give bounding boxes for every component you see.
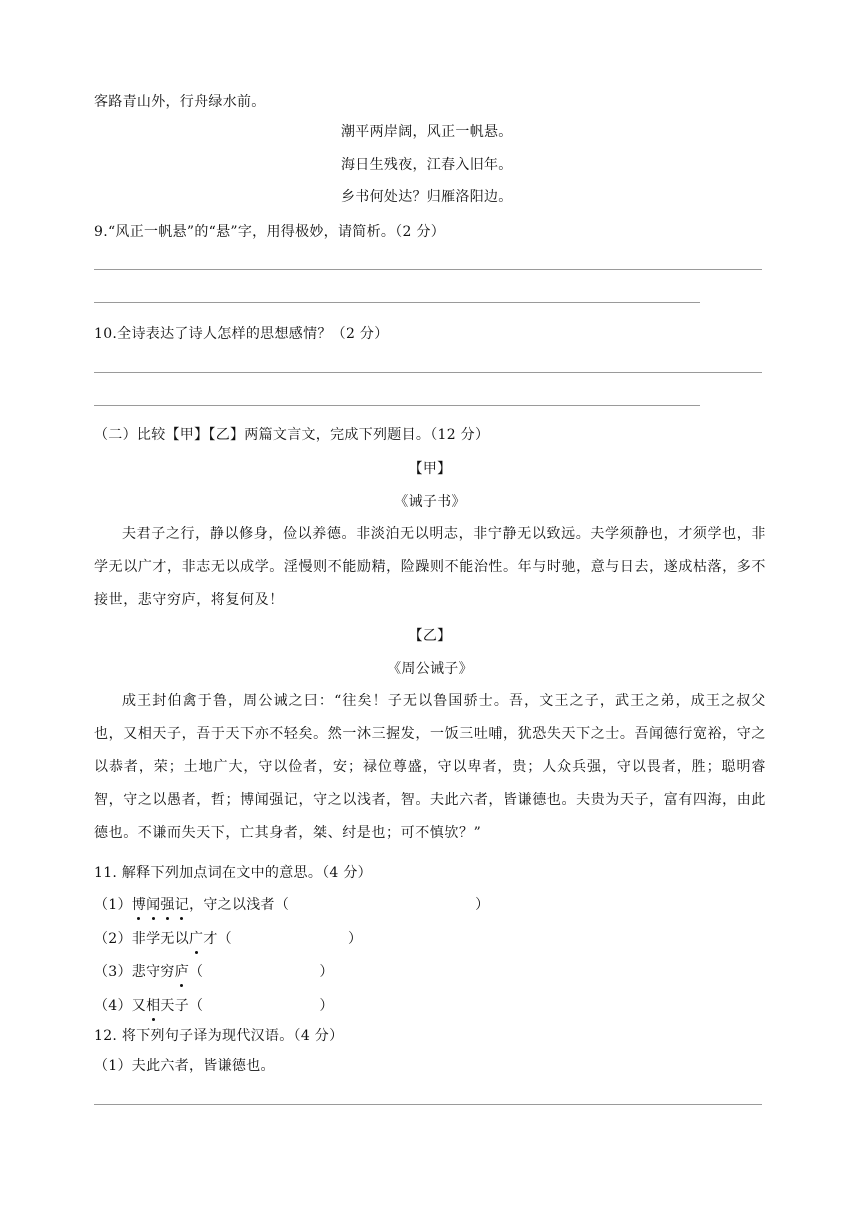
answer-line[interactable]	[94, 405, 700, 406]
poem-line-1: 客路青山外，行舟绿水前。	[94, 94, 266, 110]
question-11-item-3: （3）悲守穷庐（ ）	[94, 964, 334, 980]
dotted-char: 广	[189, 931, 204, 947]
question-11-item-2: （2）非学无以广才（ ）	[94, 931, 363, 947]
passage-yi-text: 成王封伯禽于鲁，周公诫之曰：“往矣！子无以鲁国骄士。吾，文王之子，武王之弟，成王之叔父也，又相天子，吾于天下亦不轻矣。然一沐三握发，一饭三吐哺，犹恐失天下之士。吾闻德行宽裕，守之以恭者，荣；土地广大，守以俭者，安；禄位尊盛，守以卑者，贵；人众兵强，守以畏者，胜；聪明睿智，守之以愚者，哲；博闻强记，守之以浅者，智。夫此六者，皆谦德也。夫贵为天子，富有四海，由此德也。不谦而失天下，亡其身者，桀、纣是也；可不慎欤？”	[94, 693, 766, 841]
answer-line[interactable]	[94, 372, 762, 373]
poem-line-3: 海日生残夜，江春入旧年。	[341, 157, 513, 173]
dotted-char: 庐	[174, 964, 190, 980]
passage-jia-label: 【甲】	[408, 461, 452, 477]
question-10: 10.全诗表达了诗人怎样的思想感情？（2 分）	[94, 326, 389, 342]
question-12-item-1: （1）夫此六者，皆谦德也。	[94, 1058, 275, 1074]
question-11: 11. 解释下列加点词在文中的意思。（4 分）	[94, 865, 372, 881]
dotted-char: 博	[131, 897, 147, 913]
dotted-char: 记	[174, 897, 190, 913]
poem-line-2: 潮平两岸阔，风正一帆悬。	[341, 124, 513, 140]
answer-line[interactable]	[94, 1104, 762, 1105]
passage-yi-label: 【乙】	[408, 628, 452, 644]
question-11-item-1: （1）博闻强记，守之以浅者（ ）	[94, 897, 490, 913]
section-heading: （二）比较【甲】【乙】两篇文言文，完成下列题目。（12 分）	[94, 427, 490, 443]
answer-line[interactable]	[94, 302, 700, 303]
question-9: 9.“风正一帆悬”的“悬”字，用得极妙，请简析。（2 分）	[94, 224, 446, 240]
dotted-char: 强	[160, 897, 175, 913]
passage-jia-text: 夫君子之行，静以修身，俭以养德。非淡泊无以明志，非宁静无以致远。夫学须静也，才须学也，非学无以广才，非志无以成学。淫慢则不能励精，险躁则不能治性。年与时驰，意与日去，遂成枯落，多不接世，悲守穷庐，将复何及！	[94, 526, 766, 608]
passage-yi-title: 《周公诫子》	[387, 661, 473, 677]
poem-line-4: 乡书何处达？归雁洛阳边。	[341, 189, 513, 205]
answer-line[interactable]	[94, 269, 762, 270]
passage-jia-title: 《诫子书》	[394, 494, 466, 510]
question-11-item-4: （4）又相天子（ ）	[94, 998, 334, 1014]
dotted-char: 闻	[146, 897, 161, 913]
dotted-char: 相	[146, 998, 161, 1014]
question-12: 12. 将下列句子译为现代汉语。（4 分）	[94, 1028, 344, 1044]
